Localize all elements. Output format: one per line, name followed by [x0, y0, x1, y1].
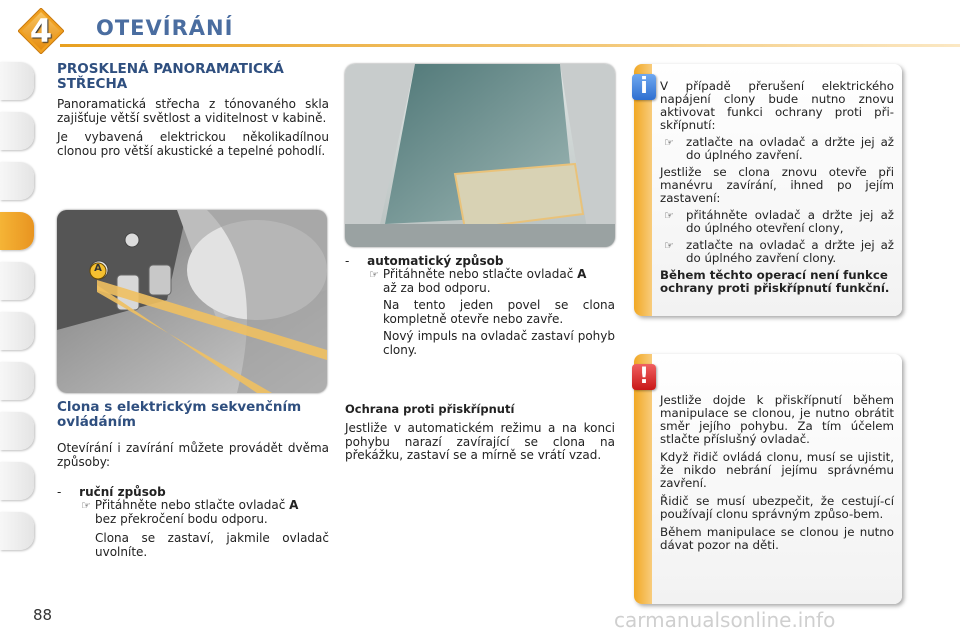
section-panoramic-roof — [57, 62, 329, 158]
panoramic-roof-photo — [345, 64, 615, 247]
hand-bullet-icon: ☞ — [664, 209, 674, 222]
page-number: 88 — [33, 606, 53, 624]
side-tab-1[interactable] — [0, 62, 34, 102]
hand-bullet-icon: ☞ — [81, 499, 91, 512]
side-tab-9[interactable] — [0, 462, 34, 502]
info-bullet-3-text: zatlačte na ovladač a držte jej až do úplného zavření clony. — [686, 238, 894, 265]
page-title: OTEVÍRÁNÍ — [96, 16, 234, 40]
side-tab-6[interactable] — [0, 312, 34, 352]
manual-dash: - — [57, 485, 62, 499]
warning-box-content — [660, 394, 894, 552]
side-tab-4-active[interactable] — [0, 212, 34, 252]
info-bullet-2-text: přitáhněte ovladač a držte jej až do úplného otevření clony, — [686, 208, 894, 235]
side-tab-10[interactable] — [0, 512, 34, 552]
side-tab-2[interactable] — [0, 112, 34, 152]
hand-bullet-icon: ☞ — [664, 239, 674, 252]
warning-para-4: Během manipulace se clonou je nutno dávat pozor na děti. — [660, 525, 894, 552]
warning-box — [634, 354, 902, 604]
info-icon: i — [632, 74, 656, 100]
control-switch-photo — [57, 210, 327, 393]
manual-mode-title: ruční způsob — [79, 485, 166, 499]
section-title-line1: PROSKLENÁ PANORAMATICKÁ — [57, 61, 284, 77]
info-bullet-3 — [660, 239, 894, 265]
info-box — [634, 64, 902, 316]
side-tab-8[interactable] — [0, 412, 34, 452]
manual-mode-heading — [57, 485, 329, 499]
chapter-number: 4 — [29, 12, 53, 50]
auto-step — [345, 268, 615, 295]
section-title-line2: STŘECHA — [57, 76, 128, 92]
control-label-a: A — [94, 263, 102, 274]
auto-note-2: Nový impuls na ovladač zastaví pohyb clony. — [383, 329, 615, 357]
hand-bullet-icon: ☞ — [664, 136, 674, 149]
side-tab-7[interactable] — [0, 362, 34, 402]
warning-para-1: Jestliže dojde k přiskřípnutí během manipulace se clonou, je nutno obrátit směr jejího pohybu. Za tím účelem stlačte příslušný ovladač. — [660, 393, 894, 446]
info-box-strip — [634, 64, 652, 316]
blind-section-title-line2: ovládáním — [57, 414, 136, 430]
anti-pinch-title: Ochrana proti přiskřípnutí — [345, 402, 515, 416]
info-bullet-1-text: zatlačte na ovladač a držte jej až do úplného zavření. — [686, 135, 894, 162]
auto-step-letter: A — [577, 267, 587, 281]
modes-paragraph: Otevírání i zavírání můžete provádět dvěma způsoby: — [57, 441, 329, 469]
blind-paragraph: Je vybavená elektrickou několikadílnou clonou pro větší akustické a tepelné pohodlí. — [57, 130, 329, 158]
auto-dash: - — [345, 254, 350, 268]
info-bullet-2 — [660, 209, 894, 235]
warning-box-strip — [634, 354, 652, 604]
anti-pinch-paragraph: Jestliže v automatickém režimu a na konci pohybu narazí zavírající se clona na překážku, zastaví se a mírně se vrátí vzad. — [345, 421, 615, 462]
info-bullet-1 — [660, 136, 894, 162]
manual-step-suffix: bez překročení bodu odporu. — [95, 511, 268, 526]
auto-mode-title: automatický způsob — [367, 254, 504, 268]
warning-para-3: Řidič se musí ubezpečit, že cestují-cí používají clonu správným způso-bem. — [660, 494, 894, 521]
info-para-2: Jestliže se clona znovu otevře při manévru zavírání, ihned po jejím zastavení: — [660, 165, 894, 205]
side-tab-5[interactable] — [0, 262, 34, 302]
auto-step-suffix: až za bod odporu. — [383, 280, 491, 295]
hand-bullet-icon: ☞ — [369, 268, 379, 281]
header-divider — [60, 44, 960, 47]
watermark: carmanualsonline.info — [614, 608, 836, 632]
section-automatic-mode — [345, 254, 615, 357]
auto-mode-heading — [345, 254, 615, 268]
info-box-content — [660, 80, 894, 295]
section-sequential-blind — [57, 400, 329, 559]
side-tab-3[interactable] — [0, 162, 34, 202]
warning-para-2: Když řidič ovládá clonu, musí se ujistit, že nikdo nebrání jejímu správnému zavření. — [660, 450, 894, 490]
manual-step-text: Přitáhněte nebo stlačte ovladač — [94, 498, 286, 512]
auto-step-text: Přitáhněte nebo stlačte ovladač — [382, 267, 574, 281]
blind-section-title-line1: Clona s elektrickým sekvenčním — [57, 399, 302, 415]
auto-note-1: Na tento jeden povel se clona kompletně otevře nebo zavře. — [383, 298, 615, 326]
section-anti-pinch — [345, 402, 615, 463]
manual-note: Clona se zastaví, jakmile ovladač uvolníte. — [95, 531, 329, 559]
warning-icon: ! — [632, 364, 656, 390]
info-bold-note: Během těchto operací není funkce ochrany proti přiskřípnutí funkční. — [660, 268, 890, 295]
info-para-1: V případě přerušení elektrického napájení clony bude nutno znovu aktivovat funkci ochrany proti při-skřípnutí: — [660, 79, 894, 132]
manual-step — [57, 499, 329, 526]
intro-paragraph: Panoramatická střecha z tónovaného skla zajišťuje větší světlost a viditelnost v kabině. — [57, 97, 329, 125]
manual-step-letter: A — [289, 498, 299, 512]
